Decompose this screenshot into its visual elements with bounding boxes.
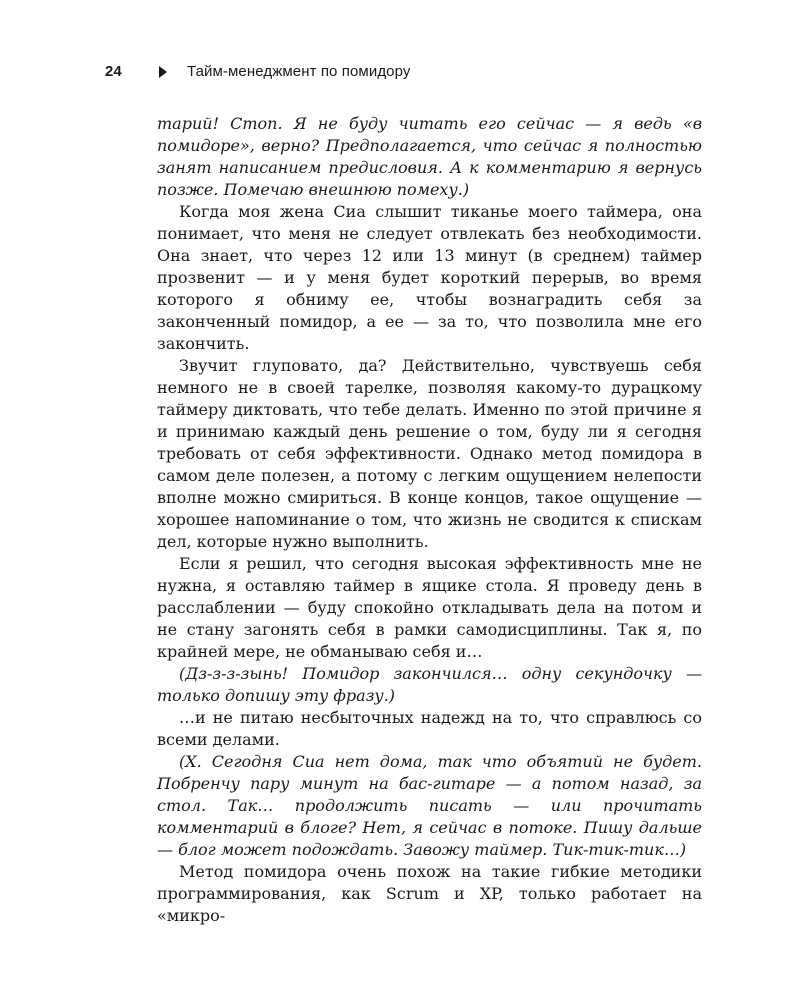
- paragraph-1: тарий! Стоп. Я не буду читать его сейчас — я ведь «в помидоре», верно? Предполагается, что сейчас я полностью занят написанием предисловия. А к комментарию я вернусь позже. Помечаю внешнюю помеху.): [157, 114, 702, 199]
- body-text: [157, 113, 702, 927]
- page-number: 24: [105, 63, 122, 80]
- paragraph-6: …и не питаю несбыточных надежд на то, что справлюсь со всеми делами.: [157, 708, 702, 749]
- paragraph-4: Если я решил, что сегодня высокая эффективность мне не нужна, я оставляю таймер в ящике стола. Я проведу день в расслаблении — буду спокойно откладывать дела на потом и не стану загонять себя в рамки самодисциплины. Так я, по крайней мере, не обманываю себя и…: [157, 554, 702, 661]
- triangle-right-icon: [159, 66, 167, 78]
- paragraph-8: Метод помидора очень похож на такие гибкие методики программирования, как Scrum и XP, только работает на «микро-: [157, 862, 702, 925]
- paragraph-3: Звучит глуповато, да? Действительно, чувствуешь себя немного не в своей тарелке, позволяя какому-то дурацкому таймеру диктовать, что тебе делать. Именно по этой причине я и принимаю каждый день решение о том, буду ли я сегодня требовать от себя эффективности. Однако метод помидора в самом деле полезен, а потому с легким ощущением нелепости вполне можно смириться. В конце концов, такое ощущение — хорошее напоминание о том, что жизнь не сводится к спискам дел, которые нужно выполнить.: [157, 356, 702, 551]
- page-header: [105, 63, 411, 80]
- running-title: Тайм-менеджмент по помидору: [187, 63, 411, 80]
- paragraph-5: (Дз-з-з-зынь! Помидор закончился… одну секундочку — только допишу эту фразу.): [157, 664, 702, 705]
- paragraph-2: Когда моя жена Сиа слышит тиканье моего таймера, она понимает, что меня не следует отвлекать без необходимости. Она знает, что через 12 или 13 минут (в среднем) таймер прозвенит — и у меня будет короткий перерыв, во время которого я обниму ее, чтобы вознаградить себя за законченный помидор, а ее — за то, что позволила мне его закончить.: [157, 202, 702, 353]
- paragraph-7: (Х. Сегодня Сиа нет дома, так что объятий не будет. Побренчу пару минут на бас-гитаре — а потом назад, за стол. Так… продолжить писать — или прочитать комментарий в блоге? Нет, я сейчас в потоке. Пишу дальше — блог может подождать. Завожу таймер. Тик-тик-тик…): [157, 752, 702, 859]
